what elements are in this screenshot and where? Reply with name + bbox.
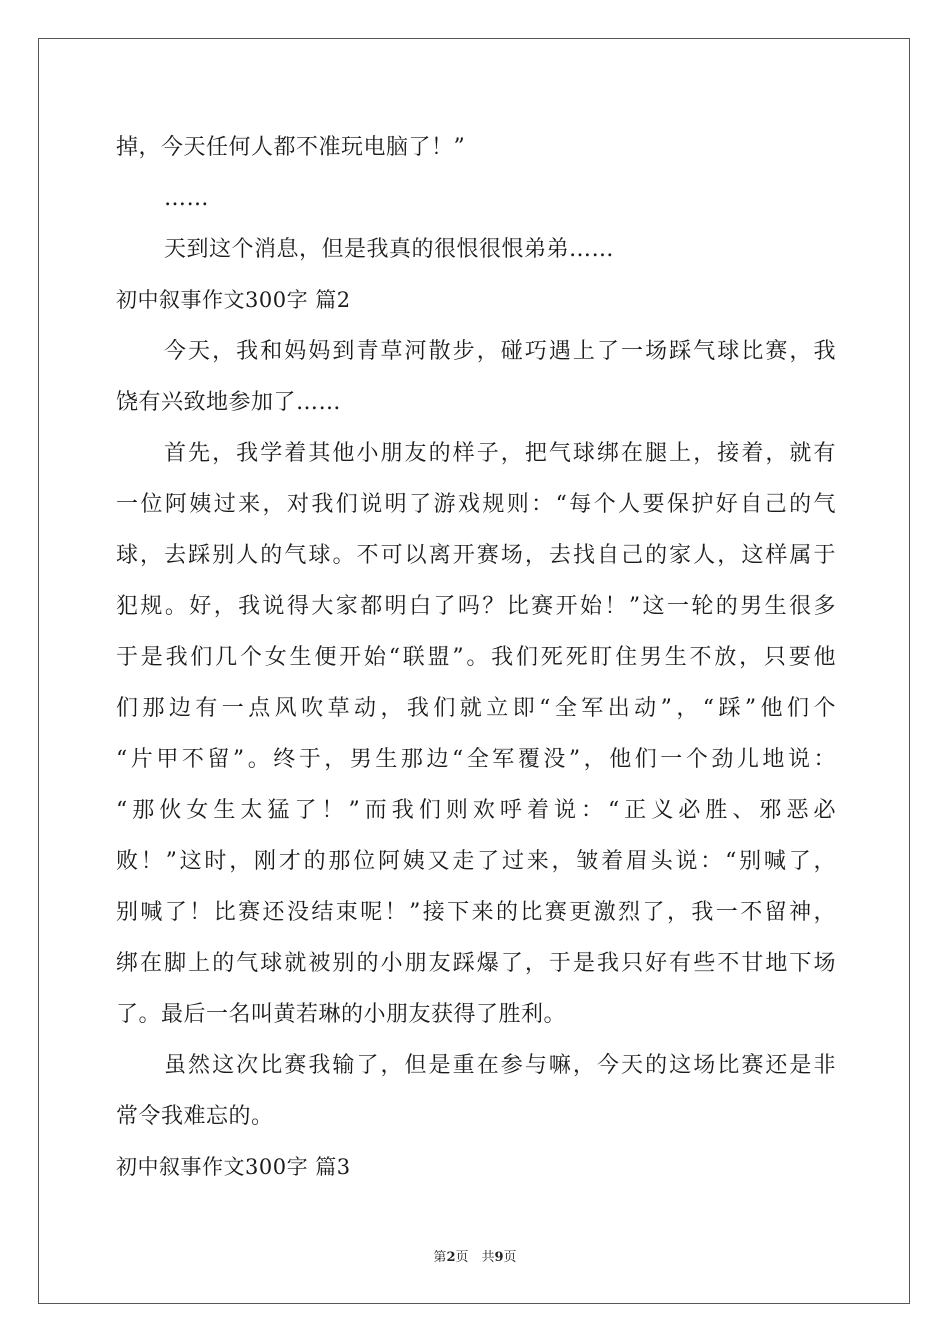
paragraph-line: 一位阿姨过来，对我们说明了游戏规则：“每个人要保护好自己的气 [116,492,836,517]
paragraph-line: “片甲不留”。终于，男生那边“全军覆没”，他们一个劲儿地说： [116,747,836,772]
paragraph-line: 绑在脚上的气球就被别的小朋友踩爆了，于是我只好有些不甘地下场 [116,951,836,976]
paragraph-line: 败！”这时，刚才的那位阿姨又走了过来，皱着眉头说：“别喊了， [116,849,836,874]
paragraph-line: 别喊了！比赛还没结束呢！”接下来的比赛更激烈了，我一不留神， [116,900,836,925]
total-pages-number: 9 [494,1250,504,1265]
current-page-number: 2 [446,1250,456,1265]
paragraph-line: 今天，我和妈妈到青草河散步，碰巧遇上了一场踩气球比赛，我 [164,339,836,364]
paragraph-line: 常令我难忘的。 [116,1104,274,1129]
ellipsis-line: …… [164,186,209,211]
paragraph-line: 球，去踩别人的气球。不可以离开赛场，去找自己的家人，这样属于 [116,543,836,568]
paragraph-line: 首先，我学着其他小朋友的样子，把气球绑在腿上，接着，就有 [164,441,836,466]
footer-prefix: 第 [433,1250,447,1265]
page-footer [0,1246,950,1265]
paragraph-line: 于是我们几个女生便开始“联盟”。我们死死盯住男生不放，只要他 [116,645,836,670]
paragraph-line: 虽然这次比赛我输了，但是重在参与嘛，今天的这场比赛还是非 [164,1053,836,1078]
paragraph-line: 掉，今天任何人都不准玩电脑了！” [116,135,466,160]
section-heading: 初中叙事作文300字 篇2 [116,288,351,312]
paragraph-line: “那伙女生太猛了！”而我们则欢呼着说：“正义必胜、邪恶必 [116,798,836,823]
footer-middle: 页 共 [455,1250,495,1265]
document-body [116,122,836,1193]
footer-suffix: 页 [503,1250,517,1265]
section-heading: 初中叙事作文300字 篇3 [116,1155,351,1179]
paragraph-line: 了。最后一名叫黄若琳的小朋友获得了胜利。 [116,1002,567,1027]
paragraph-line: 们那边有一点风吹草动，我们就立即“全军出动”，“踩”他们个 [116,696,836,721]
paragraph-line: 饶有兴致地参加了…… [116,390,342,415]
paragraph-line: 犯规。好，我说得大家都明白了吗？比赛开始！”这一轮的男生很多 [116,594,836,619]
paragraph-line: 天到这个消息，但是我真的很恨很恨弟弟…… [164,237,615,262]
